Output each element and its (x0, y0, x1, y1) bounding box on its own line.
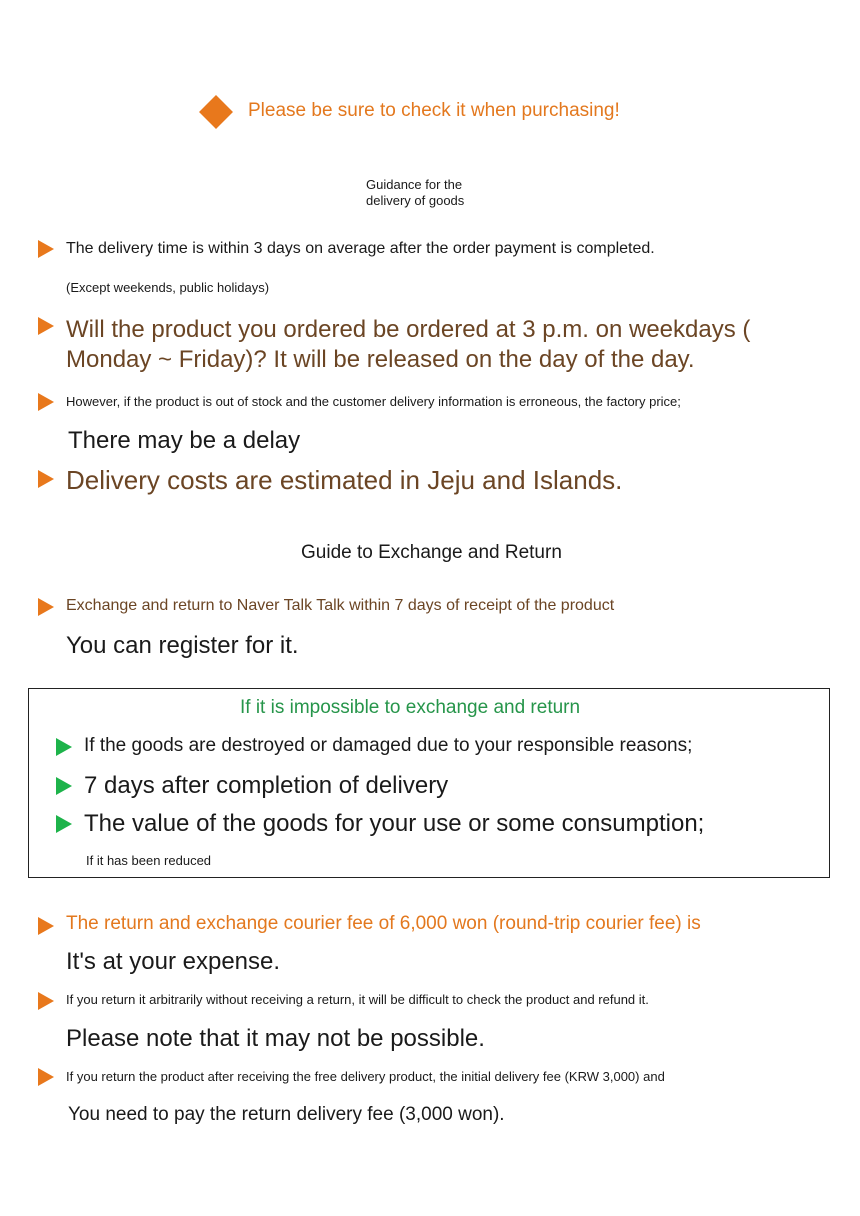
exchange-heading: Guide to Exchange and Return (301, 542, 562, 563)
delivery-item-3-cont: There may be a delay (68, 427, 301, 454)
bullet-triangle-icon (38, 317, 54, 335)
impossible-item-2: 7 days after completion of delivery (84, 772, 449, 799)
delivery-heading (366, 177, 464, 210)
bullet-triangle-icon (56, 738, 72, 756)
delivery-heading-line2: delivery of goods (366, 193, 465, 209)
fee-item-3: If you return the product after receiving the free delivery product, the initial delivery fee (KRW 3,000) and (66, 1069, 665, 1084)
exchange-item-1-cont: You can register for it. (66, 632, 299, 659)
delivery-item-1: The delivery time is within 3 days on average after the order payment is completed. (66, 240, 655, 257)
bullet-triangle-icon (38, 470, 54, 488)
exchange-item-1: Exchange and return to Naver Talk Talk within 7 days of receipt of the product (66, 597, 615, 614)
impossible-box-title: If it is impossible to exchange and return (240, 697, 581, 718)
fee-item-2-cont: Please note that it may not be possible. (66, 1025, 485, 1052)
impossible-box-note: If it has been reduced (86, 853, 212, 868)
bullet-triangle-icon (38, 240, 54, 258)
bullet-triangle-icon (38, 393, 54, 411)
impossible-item-1: If the goods are destroyed or damaged due to your responsible reasons; (84, 735, 693, 756)
delivery-item-1-note: (Except weekends, public holidays) (66, 280, 270, 295)
delivery-item-2-line1: Will the product you ordered be ordered at 3 p.m. on weekdays ( (66, 316, 751, 343)
delivery-heading-line1: Guidance for the (366, 177, 463, 192)
diamond-icon (199, 95, 233, 129)
bullet-triangle-icon (38, 917, 54, 935)
bullet-triangle-icon (56, 815, 72, 833)
bullet-triangle-icon (56, 777, 72, 795)
bullet-triangle-icon (38, 992, 54, 1010)
page-title: Please be sure to check it when purchasing! (248, 100, 620, 121)
fee-item-1: The return and exchange courier fee of 6,000 won (round-trip courier fee) is (66, 913, 701, 934)
delivery-item-4: Delivery costs are estimated in Jeju and Islands. (66, 465, 623, 495)
delivery-item-2-line2: Monday ~ Friday)? It will be released on the day of the day. (66, 346, 695, 373)
fee-item-3-cont: You need to pay the return delivery fee (3,000 won). (68, 1104, 505, 1125)
delivery-item-3: However, if the product is out of stock and the customer delivery information is erroneous, the factory price; (66, 394, 681, 409)
delivery-item-2 (66, 315, 750, 375)
bullet-triangle-icon (38, 1068, 54, 1086)
impossible-item-3: The value of the goods for your use or some consumption; (84, 810, 705, 837)
fee-item-1-cont: It's at your expense. (66, 948, 281, 975)
bullet-triangle-icon (38, 598, 54, 616)
fee-item-2: If you return it arbitrarily without receiving a return, it will be difficult to check the product and refund it. (66, 992, 649, 1007)
